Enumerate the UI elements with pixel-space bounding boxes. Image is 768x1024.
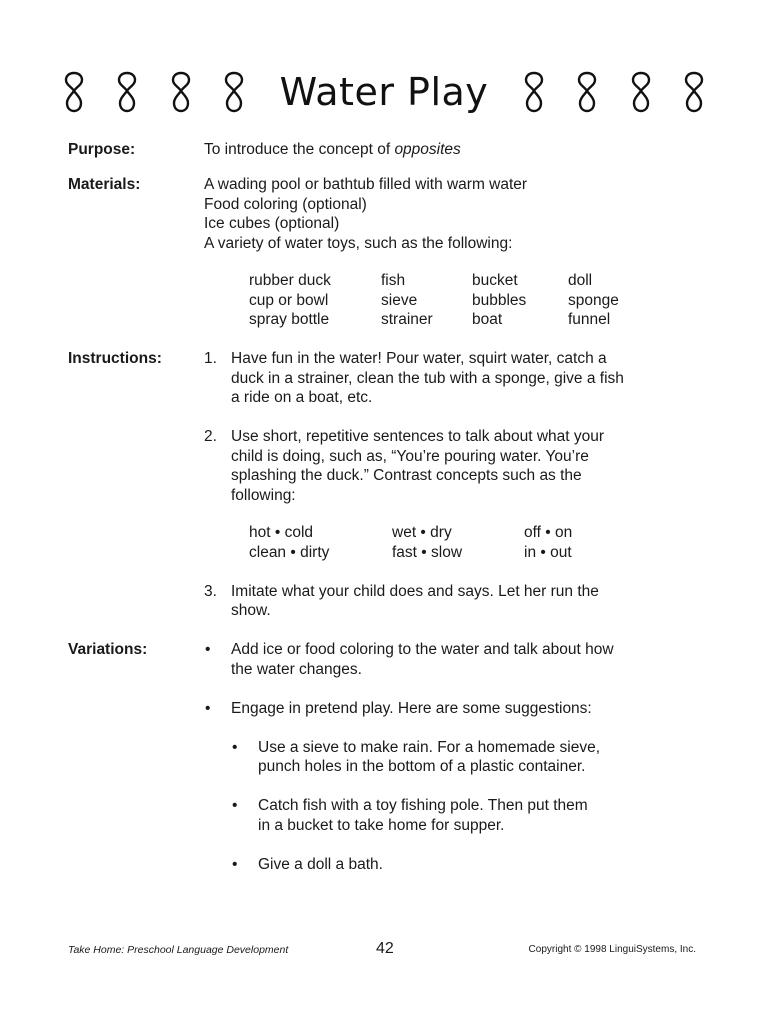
opposite-pair: wet • dry <box>392 524 452 541</box>
opposite-pair: hot • cold <box>249 524 314 541</box>
opposite-pair: fast • slow <box>392 543 463 561</box>
instruction-item: 2. Use short, repetitive sentences to talk about what your child is doing, such as, “You’re pouring water. You’re splashing the duck.” Contrast concepts such as the following: <box>204 428 605 504</box>
opposite-pair: in • out <box>524 543 572 561</box>
variations-label: Variations: <box>68 641 148 658</box>
instruction-number: 2. <box>204 428 217 445</box>
instruction-item: 3. Imitate what your child does and says. Let her run the show. <box>204 582 599 619</box>
toy-item: spray bottle <box>249 311 330 328</box>
bullet: • <box>232 797 238 814</box>
footer-copyright: Copyright © 1998 LinguiSystems, Inc. <box>528 944 696 955</box>
variation-subitem: • Catch fish with a toy fishing pole. Then put them in a bucket to take home for supper. <box>232 797 588 834</box>
water-drop-icon <box>682 70 706 114</box>
bullet: • <box>232 855 238 873</box>
materials-label: Materials: <box>68 176 141 193</box>
page-number: 42 <box>376 940 394 957</box>
water-drop-icon <box>115 70 139 114</box>
water-drop-icon <box>522 70 546 114</box>
opposites-list <box>249 523 654 562</box>
toy-list <box>249 271 654 330</box>
title-row <box>62 64 706 120</box>
toy-item: fish <box>381 272 406 289</box>
page-footer <box>68 940 696 962</box>
purpose-text: To introduce the concept of opposites <box>204 141 461 158</box>
toy-item: boat <box>472 311 503 328</box>
purpose-emphasis: opposites <box>394 141 461 158</box>
instruction-number: 3. <box>204 582 217 600</box>
materials-line: A wading pool or bathtub filled with warm water <box>204 176 528 193</box>
water-drop-icon <box>629 70 653 114</box>
materials-line: Ice cubes (optional) <box>204 215 340 232</box>
water-drop-icon <box>222 70 246 114</box>
instruction-item: 1. Have fun in the water! Pour water, squirt water, catch a duck in a strainer, clean the tub with a sponge, give a fish a ride on a boat, etc. <box>204 350 624 406</box>
purpose-label: Purpose: <box>68 141 136 158</box>
materials-line: A variety of water toys, such as the following: <box>204 234 513 252</box>
bullet: • <box>205 641 211 658</box>
toy-item: rubber duck <box>249 272 331 289</box>
toy-item: doll <box>568 272 593 289</box>
bullet: • <box>205 699 211 717</box>
variation-subitem: • Give a doll a bath. <box>232 855 383 873</box>
toy-item: bucket <box>472 272 518 289</box>
variation-item: • Engage in pretend play. Here are some suggestions: <box>205 699 592 717</box>
opposite-pair: clean • dirty <box>249 543 330 561</box>
water-drop-icon <box>169 70 193 114</box>
water-drop-icon <box>575 70 599 114</box>
footer-book-title: Take Home: Preschool Language Development <box>68 944 289 956</box>
instructions-label: Instructions: <box>68 350 162 367</box>
water-drop-icon <box>62 70 86 114</box>
page-title: Water Play <box>279 70 489 114</box>
toy-item: cup or bowl <box>249 291 329 309</box>
toy-item: sponge <box>568 291 619 309</box>
materials-line: Food coloring (optional) <box>204 195 367 213</box>
toy-item: sieve <box>381 291 418 309</box>
toy-item: strainer <box>381 311 433 328</box>
bullet: • <box>232 738 238 756</box>
instruction-number: 1. <box>204 350 217 367</box>
opposite-pair: off • on <box>524 524 573 541</box>
variation-item: • Add ice or food coloring to the water and talk about how the water changes. <box>205 641 614 678</box>
toy-item: funnel <box>568 311 611 328</box>
toy-item: bubbles <box>472 291 527 309</box>
variation-subitem: • Use a sieve to make rain. For a homemade sieve, punch holes in the bottom of a plastic container. <box>232 738 601 775</box>
